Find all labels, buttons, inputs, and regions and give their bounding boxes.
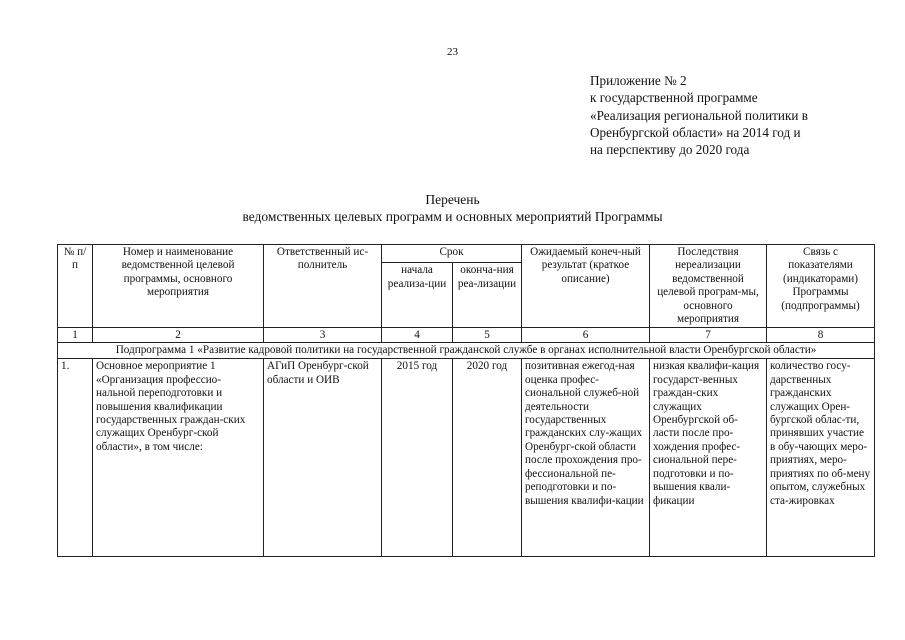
header-result: Ожидаемый конеч-ный результат (краткое описание) [522,245,650,328]
column-numbers-row [58,328,875,343]
row-executor: АГиП Оренбург-ской области и ОИВ [264,359,382,557]
column-number: 2 [93,328,264,343]
page-number: 23 [447,46,458,58]
header-row [58,245,875,263]
subprogram-row [58,343,875,359]
programs-table [57,244,875,557]
row-num: 1. [58,359,93,557]
appendix-line: к государственной программе [590,90,758,106]
header-link: Связь с показателями (индикаторами) Программы (подпрограммы) [767,245,875,328]
row-result: позитивная ежегод-ная оценка профес-сиональной служеб-ной деятельности государственных гражданских слу-жащих Оренбург-ской области после прохождения про-фессиональной пе-реподготовки и по-вышения квалифи-кации [522,359,650,557]
column-number: 4 [382,328,453,343]
appendix-line: Оренбургской области» на 2014 год и [590,124,801,140]
column-number: 5 [453,328,522,343]
column-number: 8 [767,328,875,343]
header-num: № п/п [58,245,93,328]
subprogram-title: Подпрограмма 1 «Развитие кадровой политики на государственной гражданской службе в органах исполнительной власти Оренбургской области» [58,343,875,359]
column-number: 6 [522,328,650,343]
row-consequences: низкая квалифи-кация государст-венных граждан-ских служащих Оренбургской об-ласти после про-хождения профес-сиональной пере-подготовки и по-вышения квали-фикации [650,359,767,557]
column-number: 7 [650,328,767,343]
header-consequences: Последствия нереализации ведомственной целевой програм-мы, основного мероприятия [650,245,767,328]
header-executor: Ответственный ис-полнитель [264,245,382,328]
title-line: Перечень [425,192,480,207]
row-start: 2015 год [382,359,453,557]
title-line: ведомственных целевых программ и основных мероприятий Программы [242,209,663,224]
appendix-line: «Реализация региональной политики в [590,107,808,123]
column-number: 3 [264,328,382,343]
header-start: начала реализа-ции [382,263,453,328]
column-number: 1 [58,328,93,343]
table-row [58,359,875,557]
header-name: Номер и наименование ведомственной целевой программы, основного мероприятия [93,245,264,328]
row-end: 2020 год [453,359,522,557]
appendix-line: на перспективу до 2020 года [590,142,750,158]
document-title [0,191,905,225]
row-link: количество госу-дарственных гражданских служащих Орен-бургской облас-ти, принявших участие в обу-чающих меро-приятиях, меро-приятиях по об-мену опытом, служебных ста-жировках [767,359,875,557]
appendix-line: Приложение № 2 [590,73,687,88]
appendix-note [590,72,808,158]
header-term: Срок [382,245,522,263]
row-name: Основное мероприятие 1 «Организация профессио-нальной переподготовки и повышения квалификации государственных граждан-ских служащих Оренбург-ской области», в том числе: [93,359,264,557]
header-end: оконча-ния реа-лизации [453,263,522,328]
